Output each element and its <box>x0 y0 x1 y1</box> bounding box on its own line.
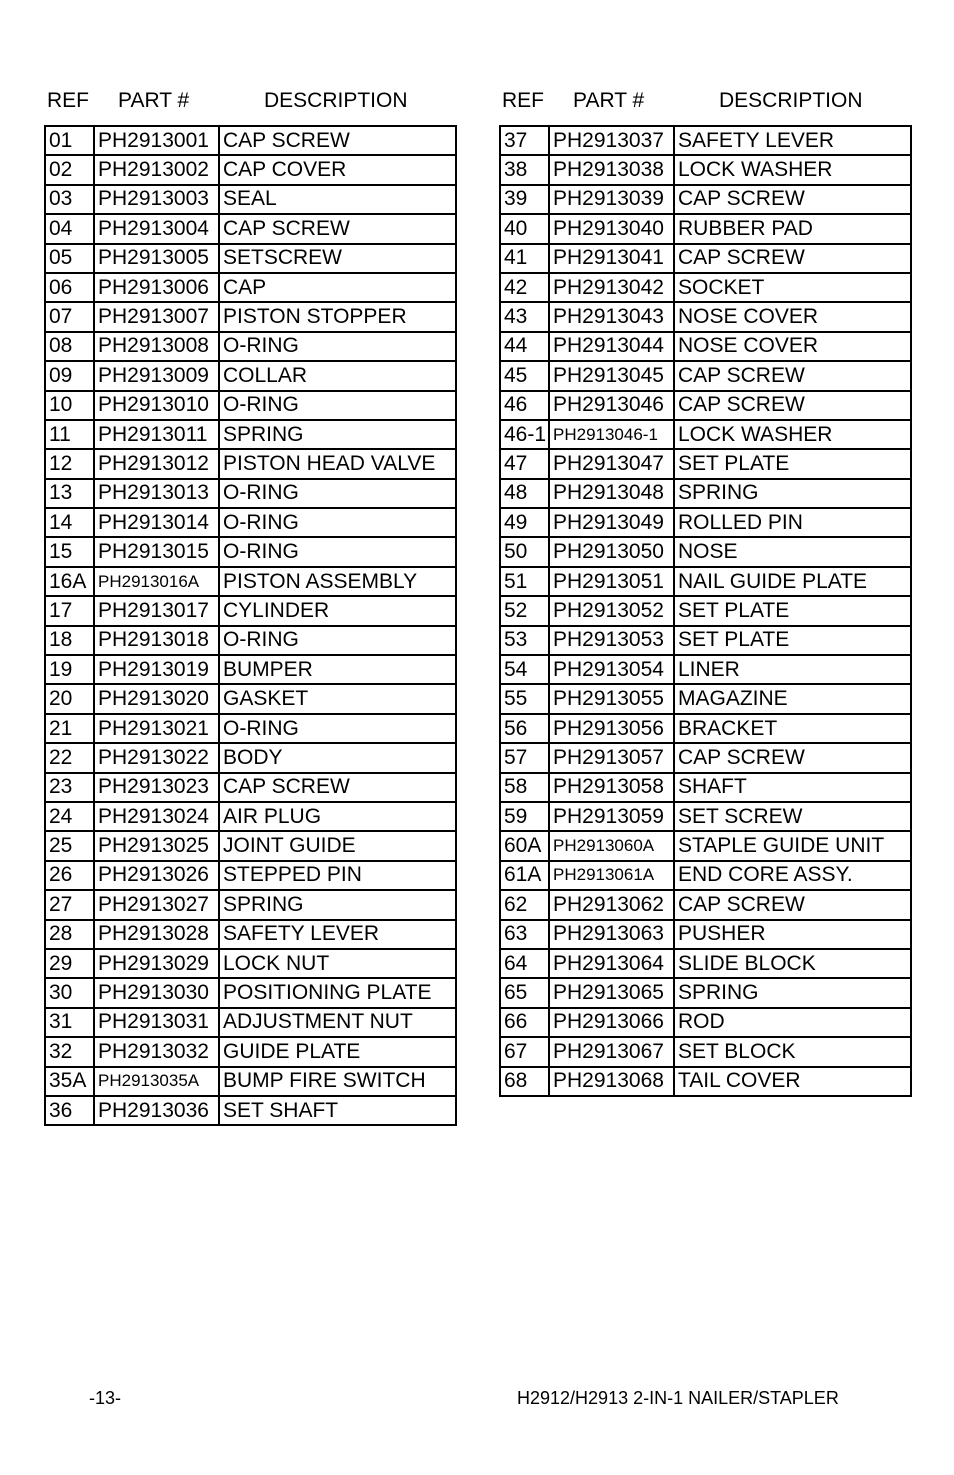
part-description: CAP SCREW <box>219 773 456 802</box>
table-row <box>500 714 911 743</box>
part-ref: 17 <box>45 596 94 625</box>
part-number: PH2913004 <box>94 214 219 243</box>
table-row <box>45 361 456 390</box>
part-description: SPRING <box>219 890 456 919</box>
part-description: O-RING <box>219 537 456 566</box>
part-ref: 60A <box>500 831 549 860</box>
part-ref: 09 <box>45 361 94 390</box>
table-row <box>45 1037 456 1066</box>
table-row <box>45 655 456 684</box>
part-description: SET PLATE <box>674 596 911 625</box>
table-row <box>45 831 456 860</box>
part-description: O-RING <box>219 332 456 361</box>
table-row <box>500 949 911 978</box>
part-description: STEPPED PIN <box>219 861 456 890</box>
part-ref: 12 <box>45 449 94 478</box>
part-description: CAP SCREW <box>219 214 456 243</box>
part-ref: 19 <box>45 655 94 684</box>
part-number: PH2913030 <box>94 978 219 1007</box>
part-description: CAP SCREW <box>674 361 911 390</box>
part-ref: 57 <box>500 743 549 772</box>
part-number: PH2913044 <box>549 332 674 361</box>
right-header-part: PART # <box>573 89 645 112</box>
table-row <box>500 537 911 566</box>
part-description: SOCKET <box>674 273 911 302</box>
table-row <box>500 831 911 860</box>
part-number: PH2913040 <box>549 214 674 243</box>
part-number: PH2913023 <box>94 773 219 802</box>
part-ref: 63 <box>500 920 549 949</box>
part-description: ROLLED PIN <box>674 508 911 537</box>
part-description: SPRING <box>219 420 456 449</box>
part-description: JOINT GUIDE <box>219 831 456 860</box>
table-row <box>45 567 456 596</box>
part-description: CAP SCREW <box>219 126 456 155</box>
right-header-description: DESCRIPTION <box>719 89 863 112</box>
part-number: PH2913062 <box>549 890 674 919</box>
part-ref: 31 <box>45 1008 94 1037</box>
table-row <box>500 920 911 949</box>
part-description: COLLAR <box>219 361 456 390</box>
part-number: PH2913002 <box>94 155 219 184</box>
part-ref: 20 <box>45 684 94 713</box>
table-row <box>500 332 911 361</box>
part-description: LOCK NUT <box>219 949 456 978</box>
part-description: SET BLOCK <box>674 1037 911 1066</box>
table-row <box>500 361 911 390</box>
part-ref: 37 <box>500 126 549 155</box>
part-ref: 55 <box>500 684 549 713</box>
part-number: PH2913031 <box>94 1008 219 1037</box>
part-description: LINER <box>674 655 911 684</box>
part-ref: 30 <box>45 978 94 1007</box>
part-description: GASKET <box>219 684 456 713</box>
table-row <box>500 1037 911 1066</box>
part-number: PH2913041 <box>549 244 674 273</box>
part-number: PH2913037 <box>549 126 674 155</box>
part-number: PH2913006 <box>94 273 219 302</box>
part-number: PH2913029 <box>94 949 219 978</box>
part-description: CAP SCREW <box>674 391 911 420</box>
part-number: PH2913055 <box>549 684 674 713</box>
part-ref: 24 <box>45 802 94 831</box>
table-row <box>45 1096 456 1125</box>
part-number: PH2913057 <box>549 743 674 772</box>
part-ref: 62 <box>500 890 549 919</box>
part-ref: 48 <box>500 479 549 508</box>
table-row <box>500 391 911 420</box>
part-number: PH2913008 <box>94 332 219 361</box>
part-number: PH2913048 <box>549 479 674 508</box>
table-row <box>45 332 456 361</box>
part-number: PH2913022 <box>94 743 219 772</box>
part-number: PH2913051 <box>549 567 674 596</box>
part-number: PH2913039 <box>549 185 674 214</box>
part-description: GUIDE PLATE <box>219 1037 456 1066</box>
part-ref: 25 <box>45 831 94 860</box>
part-description: CAP COVER <box>219 155 456 184</box>
part-ref: 43 <box>500 302 549 331</box>
table-row <box>500 185 911 214</box>
part-number: PH2913058 <box>549 773 674 802</box>
table-row <box>45 714 456 743</box>
table-row <box>500 273 911 302</box>
table-row <box>500 420 911 449</box>
part-ref: 47 <box>500 449 549 478</box>
part-ref: 11 <box>45 420 94 449</box>
table-row <box>45 537 456 566</box>
left-header-part: PART # <box>118 89 190 112</box>
part-ref: 54 <box>500 655 549 684</box>
part-number: PH2913005 <box>94 244 219 273</box>
part-number: PH2913013 <box>94 479 219 508</box>
part-number: PH2913032 <box>94 1037 219 1066</box>
part-ref: 51 <box>500 567 549 596</box>
part-ref: 52 <box>500 596 549 625</box>
page-number: -13- <box>89 1388 122 1408</box>
left-parts-table <box>44 125 457 1126</box>
part-number: PH2913064 <box>549 949 674 978</box>
part-description: SET SHAFT <box>219 1096 456 1125</box>
table-row <box>45 890 456 919</box>
part-description: NAIL GUIDE PLATE <box>674 567 911 596</box>
model-title: H2912/H2913 2-IN-1 NAILER/STAPLER <box>517 1388 839 1408</box>
part-description: CAP SCREW <box>674 743 911 772</box>
part-ref: 53 <box>500 626 549 655</box>
part-description: PISTON ASSEMBLY <box>219 567 456 596</box>
part-description: O-RING <box>219 508 456 537</box>
right-header-ref: REF <box>502 89 544 112</box>
part-number: PH2913065 <box>549 978 674 1007</box>
part-description: O-RING <box>219 714 456 743</box>
part-description: CAP <box>219 273 456 302</box>
part-number: PH2913063 <box>549 920 674 949</box>
part-number: PH2913067 <box>549 1037 674 1066</box>
part-description: STAPLE GUIDE UNIT <box>674 831 911 860</box>
part-description: MAGAZINE <box>674 684 911 713</box>
part-ref: 49 <box>500 508 549 537</box>
part-ref: 50 <box>500 537 549 566</box>
part-description: AIR PLUG <box>219 802 456 831</box>
table-row <box>45 861 456 890</box>
part-description: BRACKET <box>674 714 911 743</box>
table-row <box>500 155 911 184</box>
part-ref: 65 <box>500 978 549 1007</box>
part-number: PH2913027 <box>94 890 219 919</box>
part-ref: 44 <box>500 332 549 361</box>
part-description: CAP SCREW <box>674 185 911 214</box>
table-row <box>45 449 456 478</box>
part-number: PH2913035A <box>94 1067 219 1096</box>
table-row <box>45 773 456 802</box>
table-row <box>45 479 456 508</box>
part-number: PH2913050 <box>549 537 674 566</box>
part-ref: 68 <box>500 1067 549 1096</box>
part-ref: 46 <box>500 391 549 420</box>
part-number: PH2913049 <box>549 508 674 537</box>
table-row <box>500 596 911 625</box>
part-ref: 14 <box>45 508 94 537</box>
part-description: NOSE COVER <box>674 302 911 331</box>
part-number: PH2913024 <box>94 802 219 831</box>
table-row <box>45 391 456 420</box>
part-description: END CORE ASSY. <box>674 861 911 890</box>
part-description: ROD <box>674 1008 911 1037</box>
part-description: RUBBER PAD <box>674 214 911 243</box>
table-row <box>45 978 456 1007</box>
table-row <box>500 802 911 831</box>
part-description: SPRING <box>674 479 911 508</box>
table-row <box>45 508 456 537</box>
part-number: PH2913015 <box>94 537 219 566</box>
part-description: PUSHER <box>674 920 911 949</box>
part-description: SET PLATE <box>674 449 911 478</box>
part-ref: 32 <box>45 1037 94 1066</box>
table-row <box>500 978 911 1007</box>
part-number: PH2913052 <box>549 596 674 625</box>
part-ref: 56 <box>500 714 549 743</box>
table-row <box>45 302 456 331</box>
part-ref: 35A <box>45 1067 94 1096</box>
part-ref: 39 <box>500 185 549 214</box>
table-row <box>500 655 911 684</box>
part-number: PH2913020 <box>94 684 219 713</box>
part-number: PH2913046 <box>549 391 674 420</box>
part-ref: 23 <box>45 773 94 802</box>
part-description: SPRING <box>674 978 911 1007</box>
part-description: SAFETY LEVER <box>219 920 456 949</box>
part-description: NOSE <box>674 537 911 566</box>
table-row <box>500 567 911 596</box>
part-description: BUMP FIRE SWITCH <box>219 1067 456 1096</box>
part-description: SET SCREW <box>674 802 911 831</box>
part-description: SETSCREW <box>219 244 456 273</box>
part-description: BODY <box>219 743 456 772</box>
part-description: BUMPER <box>219 655 456 684</box>
part-number: PH2913038 <box>549 155 674 184</box>
left-header-ref: REF <box>47 89 89 112</box>
table-row <box>500 1067 911 1096</box>
table-row <box>45 420 456 449</box>
table-row <box>500 126 911 155</box>
part-number: PH2913012 <box>94 449 219 478</box>
part-description: NOSE COVER <box>674 332 911 361</box>
table-row <box>500 214 911 243</box>
part-description: SET PLATE <box>674 626 911 655</box>
part-ref: 03 <box>45 185 94 214</box>
part-description: SAFETY LEVER <box>674 126 911 155</box>
part-number: PH2913047 <box>549 449 674 478</box>
part-number: PH2913045 <box>549 361 674 390</box>
part-ref: 61A <box>500 861 549 890</box>
part-ref: 26 <box>45 861 94 890</box>
part-number: PH2913042 <box>549 273 674 302</box>
part-description: O-RING <box>219 626 456 655</box>
part-ref: 27 <box>45 890 94 919</box>
part-ref: 36 <box>45 1096 94 1125</box>
part-description: SEAL <box>219 185 456 214</box>
part-description: TAIL COVER <box>674 1067 911 1096</box>
table-row <box>45 155 456 184</box>
part-description: LOCK WASHER <box>674 420 911 449</box>
table-row <box>500 508 911 537</box>
part-ref: 02 <box>45 155 94 184</box>
part-description: ADJUSTMENT NUT <box>219 1008 456 1037</box>
part-ref: 59 <box>500 802 549 831</box>
part-ref: 04 <box>45 214 94 243</box>
part-number: PH2913056 <box>549 714 674 743</box>
part-number: PH2913011 <box>94 420 219 449</box>
table-row <box>45 920 456 949</box>
part-number: PH2913009 <box>94 361 219 390</box>
part-number: PH2913060A <box>549 831 674 860</box>
part-number: PH2913019 <box>94 655 219 684</box>
part-ref: 38 <box>500 155 549 184</box>
table-row <box>45 802 456 831</box>
table-row <box>45 743 456 772</box>
part-ref: 13 <box>45 479 94 508</box>
part-ref: 58 <box>500 773 549 802</box>
part-description: CAP SCREW <box>674 244 911 273</box>
table-row <box>500 890 911 919</box>
table-row <box>500 861 911 890</box>
part-ref: 66 <box>500 1008 549 1037</box>
part-number: PH2913007 <box>94 302 219 331</box>
part-description: POSITIONING PLATE <box>219 978 456 1007</box>
part-number: PH2913054 <box>549 655 674 684</box>
part-ref: 06 <box>45 273 94 302</box>
table-row <box>45 596 456 625</box>
table-row <box>45 684 456 713</box>
part-ref: 67 <box>500 1037 549 1066</box>
part-number: PH2913043 <box>549 302 674 331</box>
part-ref: 64 <box>500 949 549 978</box>
right-parts-table <box>499 125 912 1097</box>
part-description: CYLINDER <box>219 596 456 625</box>
part-ref: 15 <box>45 537 94 566</box>
part-ref: 08 <box>45 332 94 361</box>
part-number: PH2913014 <box>94 508 219 537</box>
table-row <box>45 214 456 243</box>
left-header-description: DESCRIPTION <box>264 89 408 112</box>
part-ref: 28 <box>45 920 94 949</box>
table-row <box>45 273 456 302</box>
table-row <box>500 479 911 508</box>
part-description: O-RING <box>219 479 456 508</box>
part-number: PH2913001 <box>94 126 219 155</box>
table-row <box>45 1008 456 1037</box>
table-row <box>500 743 911 772</box>
part-number: PH2913068 <box>549 1067 674 1096</box>
part-number: PH2913059 <box>549 802 674 831</box>
table-row <box>45 244 456 273</box>
table-row <box>500 449 911 478</box>
table-row <box>500 1008 911 1037</box>
table-row <box>45 185 456 214</box>
part-number: PH2913053 <box>549 626 674 655</box>
table-row <box>500 244 911 273</box>
part-number: PH2913025 <box>94 831 219 860</box>
part-number: PH2913046-1 <box>549 420 674 449</box>
part-ref: 42 <box>500 273 549 302</box>
part-description: SHAFT <box>674 773 911 802</box>
table-row <box>500 302 911 331</box>
part-number: PH2913036 <box>94 1096 219 1125</box>
table-row <box>500 773 911 802</box>
part-number: PH2913066 <box>549 1008 674 1037</box>
part-ref: 21 <box>45 714 94 743</box>
part-description: O-RING <box>219 391 456 420</box>
part-number: PH2913026 <box>94 861 219 890</box>
part-number: PH2913016A <box>94 567 219 596</box>
part-ref: 05 <box>45 244 94 273</box>
part-ref: 46-1 <box>500 420 549 449</box>
part-ref: 45 <box>500 361 549 390</box>
part-number: PH2913003 <box>94 185 219 214</box>
table-row <box>500 684 911 713</box>
table-row <box>45 1067 456 1096</box>
part-ref: 29 <box>45 949 94 978</box>
part-ref: 01 <box>45 126 94 155</box>
part-ref: 16A <box>45 567 94 596</box>
part-ref: 41 <box>500 244 549 273</box>
part-description: LOCK WASHER <box>674 155 911 184</box>
part-description: CAP SCREW <box>674 890 911 919</box>
part-description: PISTON HEAD VALVE <box>219 449 456 478</box>
part-number: PH2913028 <box>94 920 219 949</box>
part-number: PH2913010 <box>94 391 219 420</box>
part-ref: 10 <box>45 391 94 420</box>
part-ref: 07 <box>45 302 94 331</box>
part-number: PH2913017 <box>94 596 219 625</box>
part-number: PH2913061A <box>549 861 674 890</box>
part-description: SLIDE BLOCK <box>674 949 911 978</box>
part-number: PH2913021 <box>94 714 219 743</box>
part-ref: 18 <box>45 626 94 655</box>
part-ref: 22 <box>45 743 94 772</box>
table-row <box>500 626 911 655</box>
table-row <box>45 949 456 978</box>
part-number: PH2913018 <box>94 626 219 655</box>
table-row <box>45 126 456 155</box>
table-row <box>45 626 456 655</box>
part-description: PISTON STOPPER <box>219 302 456 331</box>
part-ref: 40 <box>500 214 549 243</box>
